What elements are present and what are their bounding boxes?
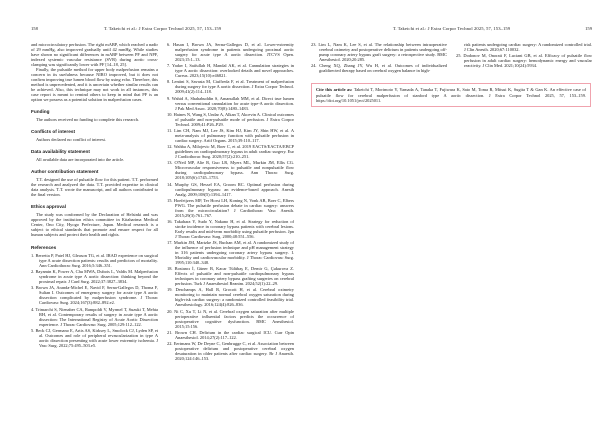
page-number-159: 159 [585,26,592,31]
reference-item: 23. Lim L, Nam K, Lee S, et al. The relationship between intraoperative cerebral oximetry and postoperative delirium in patients undergoing off-pump coronary artery bypass graft surgery: a retrospective study. BMC Anesthesiol. 2020;20:285. [311,42,447,62]
reference-item: 2. Bayamin K, Power A, Chu MWA, Dubois L, Valdis M. Malperfusion syndrome in acute type A aortic dissection: thinking beyond the proximal repair. J Card Surg. 2022;37:3827–3834. [31,269,158,285]
reference-item: 20. Ni C, Xu T, Li N, et al. Cerebral oxygen saturation after multiple perioperative influential factors predicts the occurrence of postoperative cognitive dysfunction. BMC Anesthesiol. 2015;15:156. [167,308,294,329]
page-158-column-2 [167,42,294,362]
reference-item: 5. Beck CJ, Germano E, Artis AS, Kirksey L, Smolock CJ, Lyden SP, et al. Outcomes and role of peripheral revascularization in type A aortic dissection presenting with acute lower extremity ischemia. J Vasc Surg. 2022;75:495–503.e5. [31,327,158,348]
page-158-columns [31,42,294,362]
reference-item: 13. O'Neil MP, Alie R, Guo LR, Myers ML, Murkin JM, Ellis CG. Microvascular responsiveness to pulsatile and nonpulsatile flow during cardiopulmonary bypass. Ann Thorac Surg. 2018;105(6):1745–1753. [167,160,294,181]
reference-item: 12. Wahba A, Milojevic M, Boer C, et al. 2019 EACTS/EACTA/EBCP guidelines on cardiopulmonary bypass in adult cardiac surgery. Eur J Cardiothorac Surg. 2020;57(2):210–251. [167,144,294,160]
references-list-1-5 [31,253,158,348]
running-title-158: T. Takeichi et al.: J Extra Corpor Technol 2025, 57, 153–159 [103,26,222,31]
page-number-158: 158 [31,26,38,31]
reference-item: 3. Brown JA, Aranda-Michel E, Navid F, Serna-Gallegos D, Thoma F, Sultan I. Outcomes of emergency surgery for acute type A aortic dissection complicated by malperfusion syndrome. J Thorac Cardiovasc Surg. 2024;167(3):882–892.e2. [31,285,158,306]
page-159 [300,0,600,425]
section-body-ethics: The study was conformed by the Declaration of Helsinki and was approved by the institution ethics committee in Kitaharima Medical Center, Ono City, Hyogo Prefecture, Japan. Medical research is a subject to ethical standards that promote and ensure respect for all human subjects and protect their health and rights. [31,212,158,237]
page-159-column-2 [456,42,592,74]
page-158-column-1 [31,42,158,362]
section-heading-author-contribution: Author contribution statement [31,169,99,174]
page-header-158 [31,26,294,31]
cite-text: Takeichi T, Morimoto Y, Yamada A, Tanaka T, Fujiwara K, Sato M, Toma R, Mitsui K, Sugita T & Gan K. An effective case of pulsatile flow for cerebral malperfusion of stanford type A aortic dissection. J Extra Corpor Technol 2025, 57, 153–159. https://doi.org/10.1051/ject/2025011. [316,87,586,103]
reference-item: 18. Bostancı İ, Güner B, Kacar Tülübaş E, Demir G, Çukurova Z. Effects of pulsatile and non-pulsatile cardiopulmonary bypass techniques in coronary artery bypass grafting surgeries on cerebral perfusion. Turk J Anaesthesiol Reanim. 2024;52(1):22–29. [167,266,294,287]
body-paragraph: and microcirculatory perfusion. The right mABP, which reached a nadir of 29 mmHg, also improved gradually until 42 mmHg. While studies have shown no significant differences in mABP between PF and NPF, indexed systemic vascular resistance (SVR) during aortic cross-clamping was significantly lower with PF [14–18, 25]. [31,42,158,67]
reference-item: 1. Berretta P, Patel HJ, Gleason TG, et al. IRAD experience on surgical type A acute dissection patients: results and predictors of mortality. Ann Cardiothorac Surg. 2016;5:346–351. [31,253,158,268]
reference-item: 4. Trimarchi S, Nienaber CA, Rampoldi V, Myrmel T, Suzuki T, Mehta RH, et al. Contemporary results of surgery in acute type A aortic dissection: The International Registry of Acute Aortic Dissection experience. J Thorac Cardiovasc Surg. 2005;129:112–122. [31,306,158,327]
reference-item: 19. Deschamps A, Hall R, Grocott H, et al. Cerebral oximetry monitoring to maintain normal cerebral oxygen saturation during high-risk cardiac surgery: a randomized controlled feasibility trial. Anesthesiology. 2016;124(4):826–836. [167,287,294,308]
reference-item: 17. Murkin JM, Martzke JS, Buchan AM, et al. A randomized study of the influence of perfusion technique and pH management strategy in 316 patients undergoing coronary artery bypass surgery. I. Mortality and cardiovascular morbidity. J Thorac Cardiovasc Surg. 1995;110:340–348. [167,240,294,266]
section-heading-ethics: Ethics approval [31,204,66,209]
reference-item: 25. Dodonov M, Onorati F, Luciani GB, et al. Efficacy of pulsatile flow perfusion in adult cardiac surgery: hemodynamic energy and vascular reactivity. J Clin Med. 2021;10(24):5934. [456,53,592,69]
page-159-column-1 [311,42,447,74]
reference-item: 9. Wahid A, Shahabuddin S, Amanullah MM, et al. Direct true lumen versus conventional cannulation for acute type-A aortic dissection. J Pak Med Assoc. 2020;70(8):1480–1483. [167,95,294,111]
running-title-159: T. Takeichi et al.: J Extra Corpor Technol 2025, 57, 153–159 [392,26,511,31]
section-heading-data-availability: Data availability statement [31,149,90,154]
reference-item: 8. Lentini S, Savasta M, Ciuffreda F, et al. Treatment of malperfusion during surgery for type A aortic dissection. J Extra Corpor Technol. 2009;41(2):114–118. [167,79,294,95]
section-body-author-contribution: T.T. designed the use of pulsatile flow for this patient. T.T. performed the research and analyzed the data. T.T. provided expertise in clinical data analysis. T.T. wrote the manuscript, and all authors contributed to the final version. [31,177,159,197]
reference-item: 15. Hoefeijzers MP, Ter Horst LH, Koning N, Vonk AB, Boer C, Elbers PWG. The pulsatile perfusion debate in cardiac surgery: answers from the microcirculation? J Cardiothorac Vasc Anesth. 2015;29(3):761–767. [167,197,294,218]
reference-item: 16. Takahara Y, Sudo Y, Nakano H, et al. Strategy for reduction of stroke incidence in coronary bypass patients with cerebral lesions. Early results and mid-term morbidity using pulsatile perfusion. Jpn J Thorac Cardiovasc Surg. 2000;48:551–556. [167,218,294,239]
cite-label: Cite this article as: [316,87,353,93]
section-heading-funding: Funding [31,109,50,114]
reference-item: 24. Cheng XQ, Zhang JY, Wu H, et al. Outcomes of individualized goaldirected therapy based on cerebral oxygen balance in high- [311,63,447,74]
reference-item: 7. Yadav I, Saifullah H, Mandal AK, et al. Cannulation strategies in type A aortic dissection: overlooked details and novel approaches. Cureus. 2023;15(10):e46821. [167,63,294,79]
reference-item: 11. Lim CH, Nam MJ, Lee JS, Kim HJ, Kim JY, Shin HW, et al. A meta-analysis of pulmonary function with pulsatile perfusion in cardiac surgery. Artif Organs. 2015;39:110–117. [167,127,294,143]
reference-item: 21. Brown CH. Delirium in the cardiac surgical ICU. Curr Opin Anaesthesiol. 2014;27(2):117–122. [167,329,294,340]
page-159-columns [311,42,592,74]
references-list-25 [456,53,592,68]
references-list-6-22 [167,42,294,361]
reference-item: 10. Haines N, Wang S, Undar A, Alkan T, Akcevin A. Clinical outcomes of pulsatile and non-pulsatile mode of perfusion. J Extra Corpor Technol. 2009;41:P26–P29. [167,111,294,127]
section-body-conflicts: Authors declared no conflict of interest. [36,137,106,142]
references-list-23-24 [311,42,447,73]
section-body-data-availability: All available data are incorporated into the article. [36,157,125,162]
section-heading-conflicts: Conflicts of interest [31,129,76,134]
body-paragraph: Finally, the pulsatile method for upper body malperfusion remains a concern in its usefulness because NIRO improved, but it does not confirm improving true lumen blood flow by using echo. Therefore, this method is unprecedented, and it is uncertain whether similar results can be achieved. Also, this technique may not work in all instances, this case report is meant to remind others to keep in mind that PF is an option we possess as a potential solution in malperfusion cases. [31,67,158,102]
section-heading-references: References [31,245,57,250]
cite-this-article-box [311,83,591,107]
page-header-159 [311,26,592,31]
section-body-funding: The authors received no funding to complete this research. [36,117,140,122]
reference-item: 22. Eertmans W, De Deyne C, Genbrugge C, et al. Association between postoperative delirium and postoperative cerebral oxygen desaturation in older patients after cardiac surgery. Br J Anaesth. 2020;124:146–153. [167,341,294,361]
reference-item: 14. Murphy GS, Hessel EA, Groom RC. Optimal perfusion during cardiopulmonary bypass: an evidence-based approach. Anesth Analg. 2009;108(5):1394–1417. [167,181,294,197]
reference-24-continuation: risk patients undergoing cardiac surgery: A randomized controlled trial. J Clin Anesth. 2020;67:110032. [464,42,592,52]
reference-item: 6. Hasan I, Brown JA, Serna-Gallegos D, et al. Lower-extremity malperfusion syndrome in patients undergoing proximal aortic surgery for acute type A aortic dissection. JTCVS Open. 2023;15:1–13. [167,42,294,62]
